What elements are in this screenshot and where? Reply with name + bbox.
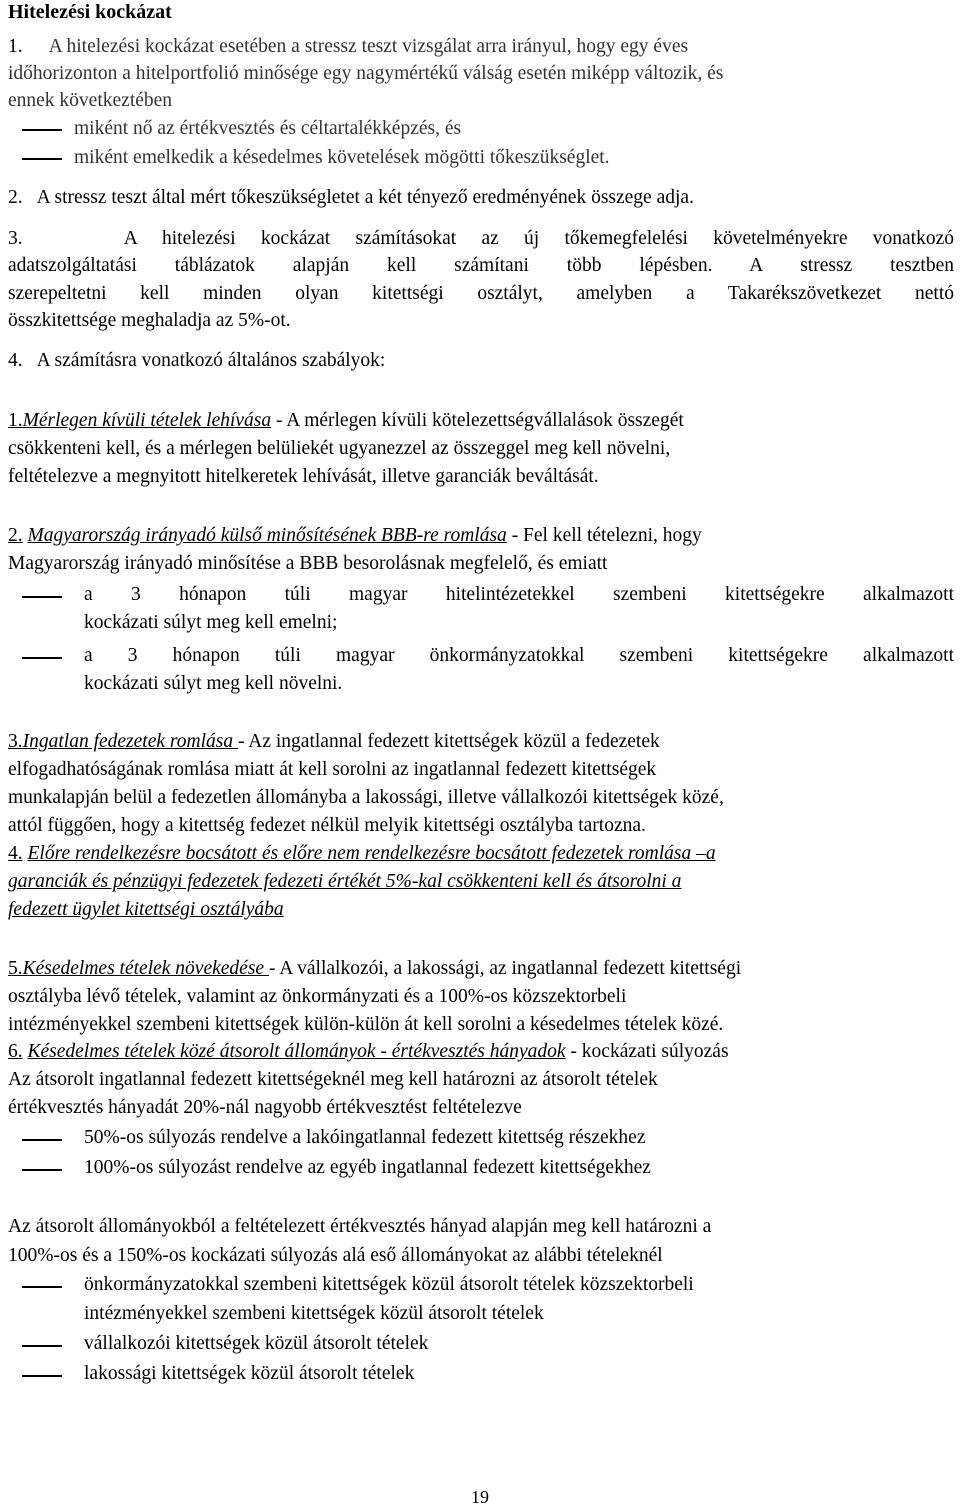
point-3-line-1 (8, 228, 954, 250)
rule-4-line-1 (8, 843, 716, 865)
rule-3-line-1 (8, 731, 660, 753)
point-3-text-line-2: adatszolgáltatási táblázatok alapján kell számítani több lépésben. A stressz tesztben (8, 255, 954, 276)
rule-5-text-line-3: intézményekkel szembeni kitettségek külön-külön át kell sorolni a késedelmes tételek közé. (8, 1014, 724, 1035)
rule-4-heading-line-2: garanciák és pénzügyi fedezetek fedezeti értékét 5%-kal csökkenteni kell és átsorolni a (8, 871, 682, 892)
rule-3-text-line-2: elfogadhatóságának romlása miatt át kell sorolni az ingatlannal fedezett kitettségek (8, 759, 657, 780)
final-text-line-1: Az átsorolt állományokból a feltételezett értékvesztés hányad alapján meg kell határozni a (8, 1216, 712, 1237)
rule-3-text-line-3: munkalapján belül a fedezetlen állományba a lakossági, illetve vállalkozói kitettségek közé, (8, 787, 724, 808)
point-3-text-line-4: összkitettsége meghaladja az 5%-ot. (8, 310, 291, 331)
rule-1-text-line-1: - A mérlegen kívüli kötelezettségvállalások összegét (271, 410, 684, 431)
final-bullet-1-line-1: önkormányzatokkal szembeni kitettségek közül átsorolt tételek közszektorbeli (84, 1274, 694, 1295)
page-number: 19 (471, 1487, 489, 1507)
rule-3-text-line-1: - Az ingatlannal fedezett kitettségek közül a fedezetek (237, 731, 660, 752)
point-2-number: 2. (8, 187, 23, 208)
point-4-text: A számításra vonatkozó általános szabályok: (36, 350, 386, 371)
rule-6-text-line-3: értékvesztés hányadát 20%-nál nagyobb értékvesztést feltételezve (8, 1097, 522, 1118)
point-1-text-line-3: ennek következtében (8, 90, 173, 111)
point-1-bullet-2: miként emelkedik a késedelmes követelések mögötti tőkeszükséglet. (74, 147, 610, 168)
dash-bullet-icon (22, 1345, 62, 1347)
final-bullet-2: vállalkozói kitettségek közül átsorolt tételek (84, 1333, 429, 1354)
rule-2-bullet-2-line-2: kockázati súlyt meg kell növelni. (84, 673, 343, 694)
dash-bullet-icon (22, 129, 62, 131)
rule-2-bullet-2-line-1: a 3 hónapon túli magyar önkormányzatokkal szembeni kitettségekre alkalmazott (84, 645, 954, 666)
rule-5-text-line-2: osztályba lévő tételek, valamint az önkormányzati és a 100%-os közszektorbeli (8, 986, 627, 1007)
rule-5-number: 5. (8, 958, 23, 979)
rule-6-text-line-1: - kockázati súlyozás (565, 1041, 729, 1062)
dash-bullet-icon (22, 1286, 62, 1288)
rule-6-number: 6. (8, 1041, 23, 1062)
rule-1-text-line-3: feltételezve a megnyitott hitelkeretek lehívását, illetve garanciák beváltását. (8, 466, 599, 487)
rule-5-line-1 (8, 958, 741, 980)
point-2 (8, 187, 694, 209)
point-3-text-line-1: A hitelezési kockázat számításokat az új tőkemegfelelési követelményekre vonatkozó (123, 228, 954, 249)
rule-4-heading-line-1: Előre rendelkezésre bocsátott és előre nem rendelkezésre bocsátott fedezetek romlása –a (27, 843, 716, 864)
rule-2-heading: Magyarország irányadó külső minősítésének BBB-re romlása (27, 525, 507, 546)
point-3-text-line-3: szerepeltetni kell minden olyan kitettségi osztályt, amelyben a Takarékszövetkezet nettó (8, 283, 954, 304)
point-3-number: 3. (8, 228, 23, 249)
rule-5-heading: Késedelmes tételek növekedése (22, 958, 269, 979)
final-text-line-2: 100%-os és a 150%-os kockázati súlyozás alá eső állományokat az alábbi tételeknél (8, 1245, 663, 1266)
rule-1-text-line-2: csökkenteni kell, és a mérlegen belüliekét ugyanezzel az összeggel meg kell növelni, (8, 438, 671, 459)
rule-2-line-1 (8, 525, 702, 547)
rule-6-heading: Késedelmes tételek közé átsorolt állományok - értékvesztés hányadok (27, 1041, 566, 1062)
rule-6-text-line-2: Az átsorolt ingatlannal fedezett kitettségeknél meg kell határozni az átsorolt tételek (8, 1069, 658, 1090)
point-1-text-line-2: időhorizonton a hitelportfolió minősége egy nagymértékű válság esetén miképp változik, és (8, 63, 724, 84)
point-2-text: A stressz teszt által mért tőkeszükségletet a két tényező eredményének összege adja. (36, 187, 694, 208)
rule-1-number: 1. (8, 410, 23, 431)
point-4-number: 4. (8, 350, 23, 371)
rule-2-text-line-2: Magyarország irányadó minősítése a BBB besorolásnak megfelelő, és emiatt (8, 553, 608, 574)
rule-4-heading-line-3: fedezett ügylet kitettségi osztályába (8, 899, 284, 920)
rule-4-number: 4. (8, 843, 23, 864)
dash-bullet-icon (22, 1169, 62, 1171)
point-1-number: 1. (8, 36, 23, 57)
dash-bullet-icon (22, 1375, 62, 1377)
rule-5-text-line-1: - A vállalkozói, a lakossági, az ingatlannal fedezett kitettségi (268, 958, 742, 979)
dash-bullet-icon (22, 1139, 62, 1141)
rule-6-bullet-1: 50%-os súlyozás rendelve a lakóingatlannal fedezett kitettség részekhez (84, 1127, 646, 1148)
rule-3-heading: Ingatlan fedezetek romlása (22, 731, 238, 752)
section-title: Hitelezési kockázat (8, 1, 172, 23)
rule-6-bullet-2: 100%-os súlyozást rendelve az egyéb ingatlannal fedezett kitettségekhez (84, 1157, 651, 1178)
rule-1-heading: Mérlegen kívüli tételek lehívása (22, 410, 272, 431)
final-bullet-1-line-2: intézményekkel szembeni kitettségek közül átsorolt tételek (84, 1303, 544, 1324)
rule-2-bullet-1-line-1: a 3 hónapon túli magyar hitelintézetekkel szembeni kitettségekre alkalmazott (84, 584, 954, 605)
rule-2-bullet-1-line-2: kockázati súlyt meg kell emelni; (84, 612, 338, 633)
dash-bullet-icon (22, 596, 62, 598)
point-1-text-line-1: A hitelezési kockázat esetében a stressz teszt vizsgálat arra irányul, hogy egy éves (48, 36, 689, 57)
final-bullet-3: lakossági kitettségek közül átsorolt tételek (84, 1363, 415, 1384)
rule-6-line-1 (8, 1041, 729, 1063)
dash-bullet-icon (22, 158, 62, 160)
rule-2-text-line-1: - Fel kell tételezni, hogy (506, 525, 702, 546)
point-4 (8, 350, 385, 372)
point-1-bullet-1: miként nő az értékvesztés és céltartalékképzés, és (74, 118, 462, 139)
rule-3-number: 3. (8, 731, 23, 752)
point-1-line-1 (8, 36, 688, 58)
dash-bullet-icon (22, 657, 62, 659)
rule-2-number: 2. (8, 525, 23, 546)
rule-3-text-line-4: attól függően, hogy a kitettség fedezet nélkül melyik kitettségi osztályba tartozna. (8, 815, 646, 836)
rule-1-line-1 (8, 410, 684, 432)
